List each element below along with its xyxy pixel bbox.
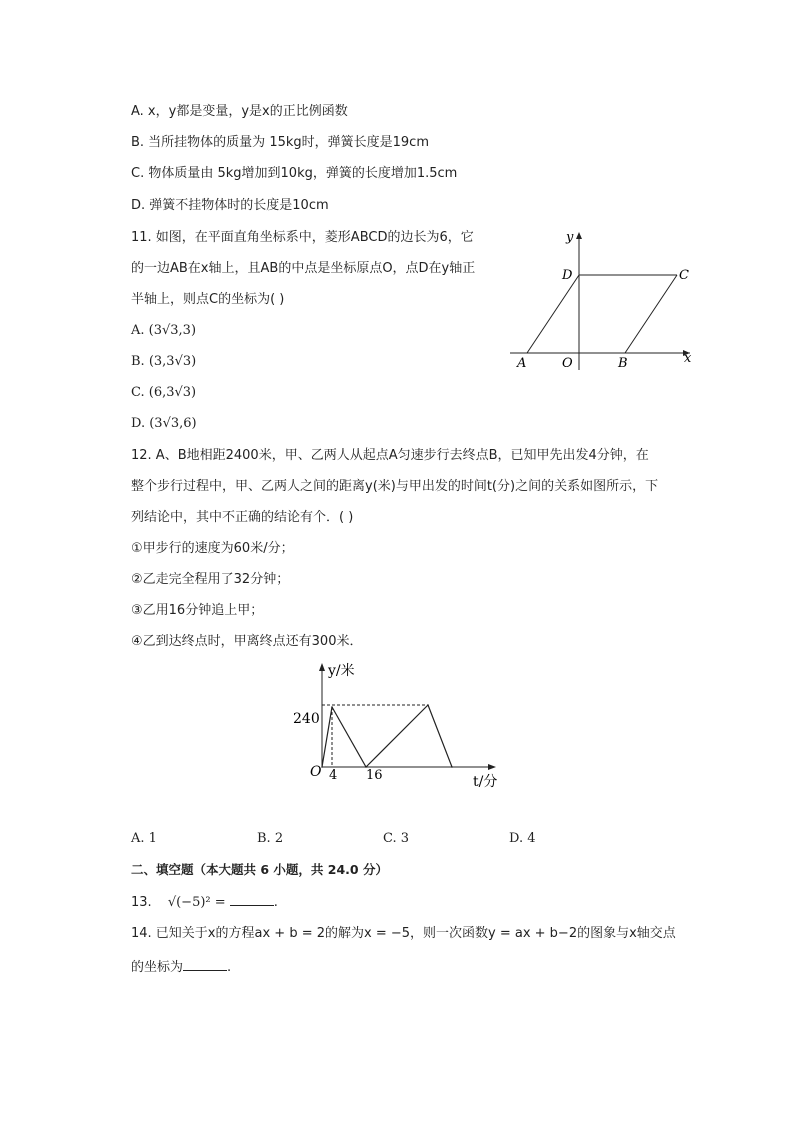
- chart-y-tick-240: 240: [293, 711, 320, 727]
- q10-option-a: A. x，y都是变量，y是x的正比例函数: [131, 104, 348, 119]
- q13-period: .: [273, 895, 278, 910]
- chart-y-axis-arrow: [319, 663, 325, 671]
- chart-point-1: [321, 766, 323, 768]
- q11-option-c: C. (6,3√3): [131, 385, 197, 400]
- q12-statement-1: ①甲步行的速度为60米/分；: [131, 541, 294, 556]
- q14-answer-blank[interactable]: [183, 956, 227, 971]
- rhombus-figure: [505, 225, 700, 375]
- label-origin-o: O: [562, 356, 573, 371]
- chart-point-5: [451, 766, 453, 768]
- label-y-axis: y: [566, 230, 574, 245]
- q11-stem-line-2: 的一边AB在x轴上，且AB的中点是坐标原点O，点D在y轴正: [131, 261, 476, 276]
- distance-time-chart: [290, 655, 520, 795]
- label-point-b: B: [618, 356, 628, 371]
- label-x-axis: x: [684, 351, 692, 366]
- chart-series-segment-3: [366, 705, 428, 767]
- chart-x-tick-4: 4: [329, 768, 338, 783]
- q12-option-d: D. 4: [509, 831, 536, 846]
- chart-x-axis-label: t/分: [473, 774, 498, 790]
- q14-stem-line-2: [131, 956, 231, 978]
- q12-statement-3: ③乙用16分钟追上甲；: [131, 603, 264, 618]
- label-point-a: A: [517, 356, 527, 371]
- q12-option-b: B. 2: [257, 831, 284, 846]
- q12-stem-line-2: 整个步行过程中，甲、乙两人之间的距离y(米)与甲出发的时间t(分)之间的关系如图所示，下: [131, 479, 659, 494]
- q12-stem-line-1: 12. A、B地相距2400米，甲、乙两人从起点A匀速步行去终点B，已知甲先出发4分钟，在: [131, 448, 649, 463]
- q13-expression: √(−5)² =: [167, 895, 226, 910]
- q14-stem-text: 的坐标为: [131, 960, 184, 975]
- chart-series-segment-2: [332, 707, 366, 767]
- q10-option-d: D. 弹簧不挂物体时的长度是10cm: [131, 198, 329, 213]
- chart-origin-label: O: [310, 764, 322, 780]
- q11-option-d: D. (3√3,6): [131, 416, 197, 431]
- q11-option-b: B. (3,3√3): [131, 354, 197, 369]
- q12-statement-2: ②乙走完全程用了32分钟；: [131, 572, 290, 587]
- label-point-c: C: [679, 268, 689, 283]
- chart-x-axis-arrow: [488, 764, 496, 770]
- q10-option-c: C. 物体质量由 5kg增加到10kg，弹簧的长度增加1.5cm: [131, 166, 458, 181]
- chart-series-segment-4: [428, 705, 452, 767]
- section-2-header: 二、填空题（本大题共 6 小题，共 24.0 分）: [131, 862, 388, 877]
- q11-stem-line-3: 半轴上，则点C的坐标为( ): [131, 292, 285, 307]
- chart-x-tick-16: 16: [366, 768, 383, 783]
- q13-number: 13.: [131, 895, 152, 910]
- q14-stem-line-1: 14. 已知关于x的方程ax + b = 2的解为x = −5，则一次函数y = ax + b−2的图象与x轴交点: [131, 926, 676, 941]
- chart-series-segment-1: [322, 707, 332, 767]
- q12-option-c: C. 3: [383, 831, 410, 846]
- q11-stem-line-1: 11. 如图，在平面直角坐标系中，菱形ABCD的边长为6，它: [131, 230, 474, 245]
- chart-point-3: [365, 766, 367, 768]
- q11-option-a: A. (3√3,3): [131, 323, 197, 338]
- q14-period: .: [227, 960, 232, 975]
- q13-line: [131, 891, 278, 913]
- q12-statement-4: ④乙到达终点时，甲离终点还有300米．: [131, 634, 363, 649]
- q13-answer-blank[interactable]: [230, 891, 274, 906]
- label-point-d: D: [562, 268, 573, 283]
- q12-option-a: A. 1: [131, 831, 157, 846]
- q10-option-b: B. 当所挂物体的质量为 15kg时，弹簧长度是19cm: [131, 135, 429, 150]
- chart-y-axis-label: y/米: [328, 663, 355, 679]
- q12-stem-line-3: 列结论中，其中不正确的结论有个．( ): [131, 510, 354, 525]
